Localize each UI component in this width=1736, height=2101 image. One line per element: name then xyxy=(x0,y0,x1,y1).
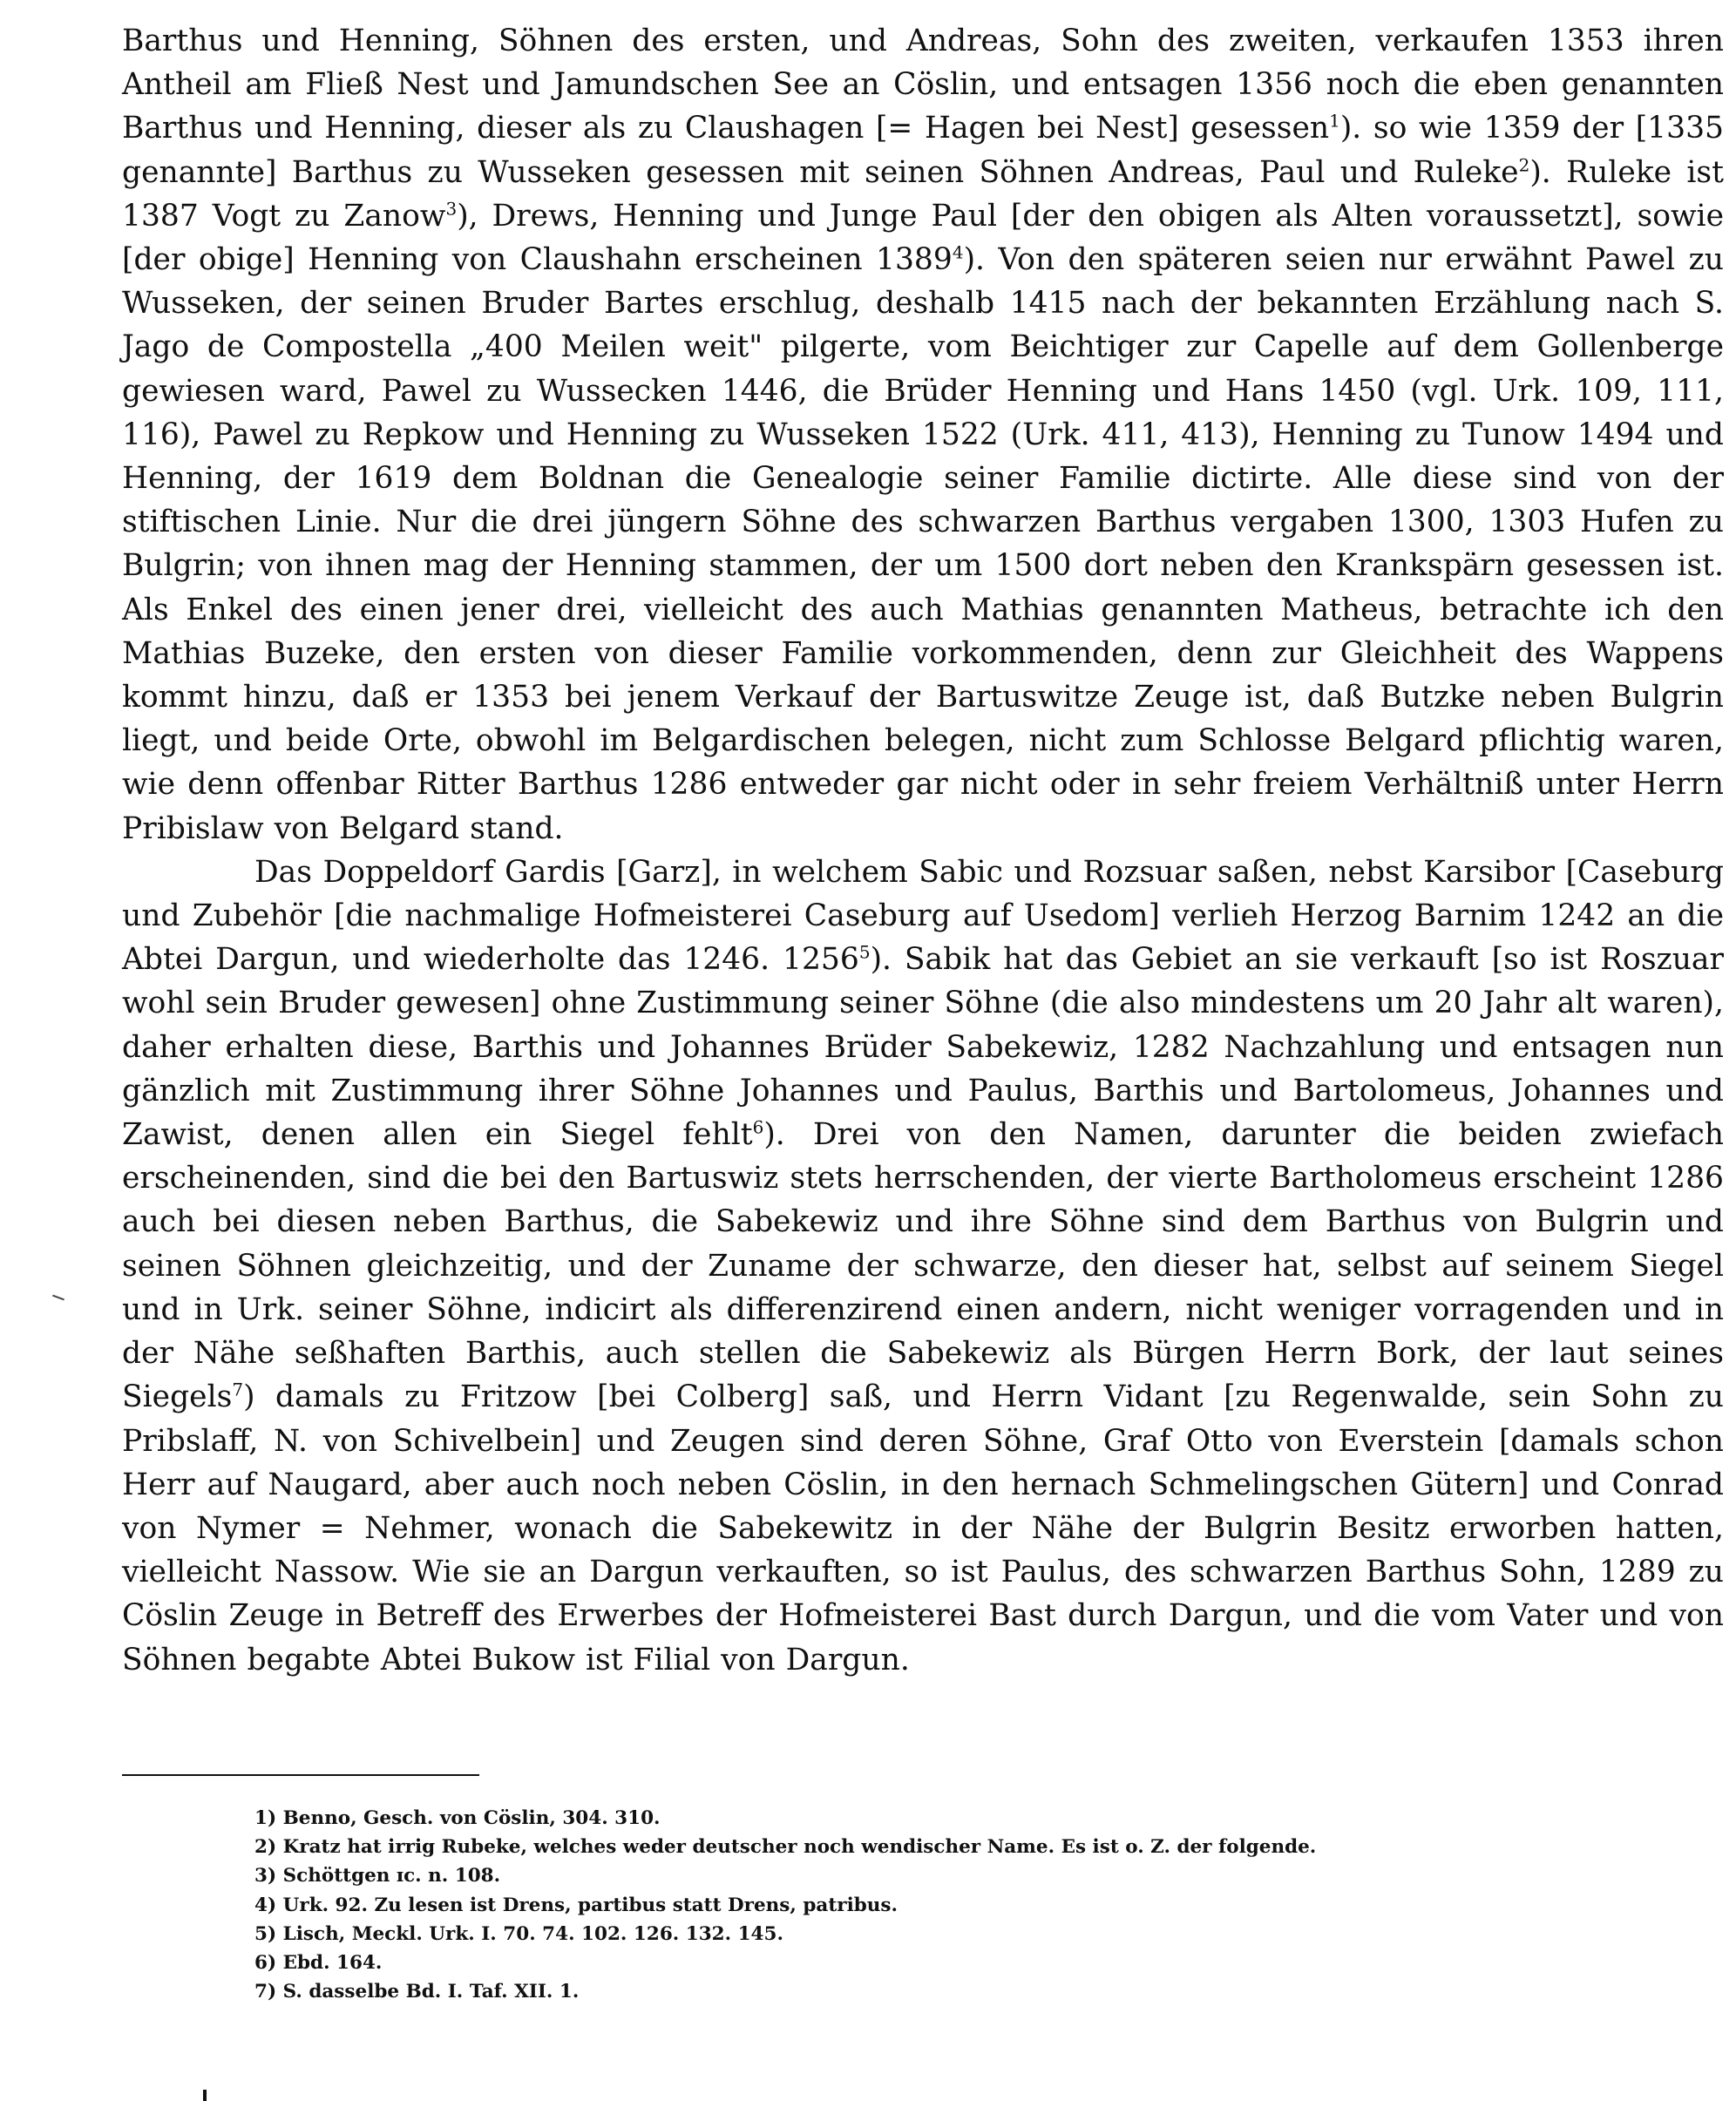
footnote-2: 2) Kratz hat irrig Rubeke, welches weder deutscher noch wendischer Name. Es ist o. Z. der folgende. xyxy=(254,1836,1317,1859)
footnote-ref-2[interactable]: 2 xyxy=(1518,154,1530,176)
footnote-separator xyxy=(122,1774,479,1776)
paragraph-2 xyxy=(122,851,1724,1682)
document-page xyxy=(122,19,1724,2084)
footnote-3: 3) Schöttgen ɪc. n. 108. xyxy=(254,1865,501,1888)
margin-mark xyxy=(52,1295,64,1301)
text-run: ). Von den späteren seien nur erwähnt Pawel zu Wusseken, der seinen Bruder Bartes erschlug, deshalb 1415 nach der bekannten Erzählung nach S. Jago de Compostella „400 Meilen weit" pilgerte, vom Beichtiger zur Capelle auf dem Gollenberge gewiesen ward, Pawel zu Wussecken 1446, die Brüder Henning und Hans 1450 (vgl. Urk. 109, 111, 116), Pawel zu Repkow und Henning zu Wusseken 1522 (Urk. 411, 413), Henning zu Tunow 1494 und Henning, der 1619 dem Boldnan die Genealogie seiner Familie dictirte. Alle diese sind von der stiftischen Linie. Nur die drei jüngern Söhne des schwarzen Barthus vergaben 1300, 1303 Hufen zu Bulgrin; von ihnen mag der Henning stammen, der um 1500 dort neben den Krankspärn gesessen ist. Als Enkel des einen jener drei, vielleicht des auch Mathias genannten Matheus, betrachte ich den Mathias Buzeke, den ersten von dieser Familie vorkommenden, denn zur Gleichheit des Wappens kommt hinzu, daß er 1353 bei jenem Verkauf der Bartuswitze Zeuge ist, daß Butzke neben Bulgrin liegt, und beide Orte, obwohl im Belgardischen belegen, nicht zum Schlosse Belgard pflichtig waren, wie denn offenbar Ritter Barthus 1286 entweder gar nicht oder in sehr freiem Verhältniß unter Herrn Pribislaw von Belgard stand. xyxy=(122,242,1725,846)
body-text xyxy=(122,19,1724,1682)
bottom-margin-mark xyxy=(203,2090,207,2101)
text-run: ). Drei von den Namen, darunter die beiden zwiefach erscheinenden, sind die bei den Bartuswiz stets herrschenden, der vierte Bartholomeus erscheint 1286 auch bei diesen neben Barthus, die Sabekewiz und ihre Söhne sind dem Barthus von Bulgrin und seinen Söhnen gleichzeitig, und der Zuname der schwarze, den dieser hat, selbst auf seinem Siegel und in Urk. seiner Söhne, indicirt als differenzirend einen andern, nicht weniger vorragenden und in der Nähe seßhaften Barthis, auch stellen die Sabekewiz als Bürgen Herrn Bork, der laut seines Siegels xyxy=(122,1117,1724,1415)
footnote-6: 6) Ebd. 164. xyxy=(254,1952,383,1975)
footnote-1: 1) Benno, Gesch. von Cöslin, 304. 310. xyxy=(254,1807,661,1829)
footnote-ref-3[interactable]: 3 xyxy=(445,198,458,220)
footnote-7: 7) S. dasselbe Bd. I. Taf. XII. 1. xyxy=(254,1981,580,2003)
footnotes xyxy=(254,1804,1649,2006)
footnote-4: 4) Urk. 92. Zu lesen ist Drens, partibus statt Drens, patribus. xyxy=(254,1894,899,1916)
footnote-ref-1[interactable]: 1 xyxy=(1329,110,1340,132)
footnote-ref-4[interactable]: 4 xyxy=(952,241,964,263)
footnote-ref-6[interactable]: 6 xyxy=(752,1116,764,1138)
text-run: ), Drews, Henning und Junge Paul [der den obigen als Alten voraussetzt], sowie [der obige] Henning von Claushahn erscheinen 1389 xyxy=(122,198,1725,278)
text-run: Das Doppeldorf Gardis [Garz], in welchem Sabic und Rozsuar saßen, nebst Karsibor [Caseburg und Zubehör [die nachmalige Hofmeisterei Caseburg auf Usedom] verlieh Herzog Barnim 1242 an die Abtei Dargun, und wiederholte das 1246. 1256 xyxy=(122,854,1724,978)
text-run: Barthus und Henning, Söhnen des ersten, und Andreas, Sohn des zweiten, verkaufen 1353 ihren Antheil am Fließ Nest und Jamundschen See an Cöslin, und entsagen 1356 noch die eben genannten Barthus und Henning, dieser als zu Claushagen [= Hagen bei Nest] gesessen xyxy=(122,24,1724,146)
text-run: ) damals zu Fritzow [bei Colberg] saß, und Herrn Vidant [zu Regenwalde, sein Sohn zu Pribslaff, N. von Schivelbein] und Zeugen sind deren Söhne, Graf Otto von Everstein [damals schon Herr auf Naugard, aber auch noch neben Cöslin, in den hernach Schmelingschen Gütern] und Conrad von Nymer = Nehmer, wonach die Sabekewitz in der Nähe der Bulgrin Besitz erworben hatten, vielleicht Nassow. Wie sie an Dargun verkauften, so ist Paulus, des schwarzen Barthus Sohn, 1289 zu Cöslin Zeuge in Betreff des Erwerbes der Hofmeisterei Bast durch Dargun, und die vom Vater und von Söhnen begabte Abtei Bukow ist Filial von Dargun. xyxy=(122,1379,1724,1677)
footnote-5: 5) Lisch, Meckl. Urk. I. 70. 74. 102. 126. 132. 145. xyxy=(254,1922,783,1945)
text-run: ). so wie 1359 der [1335 genannte] Barthus zu Wusseken gesessen mit seinen Söhnen Andreas, Paul und Ruleke xyxy=(122,111,1724,190)
footnote-ref-5[interactable]: 5 xyxy=(858,941,871,963)
text-run: ). Ruleke ist 1387 Vogt zu Zanow xyxy=(122,154,1724,234)
text-run: ). Sabik hat das Gebiet an sie verkauft [so ist Roszuar wohl sein Bruder gewesen] ohne Zustimmung seiner Söhne (die also mindestens um 20 Jahr alt waren), daher erhalten diese, Barthis und Johannes Brüder Sabekewiz, 1282 Nachzahlung und entsagen nun gänzlich mit Zustimmung ihrer Söhne Johannes und Paulus, Barthis und Bartolomeus, Johannes und Zawist, denen allen ein Siegel fehlt xyxy=(122,942,1724,1153)
paragraph-1 xyxy=(122,19,1724,851)
footnote-ref-7[interactable]: 7 xyxy=(232,1379,244,1400)
